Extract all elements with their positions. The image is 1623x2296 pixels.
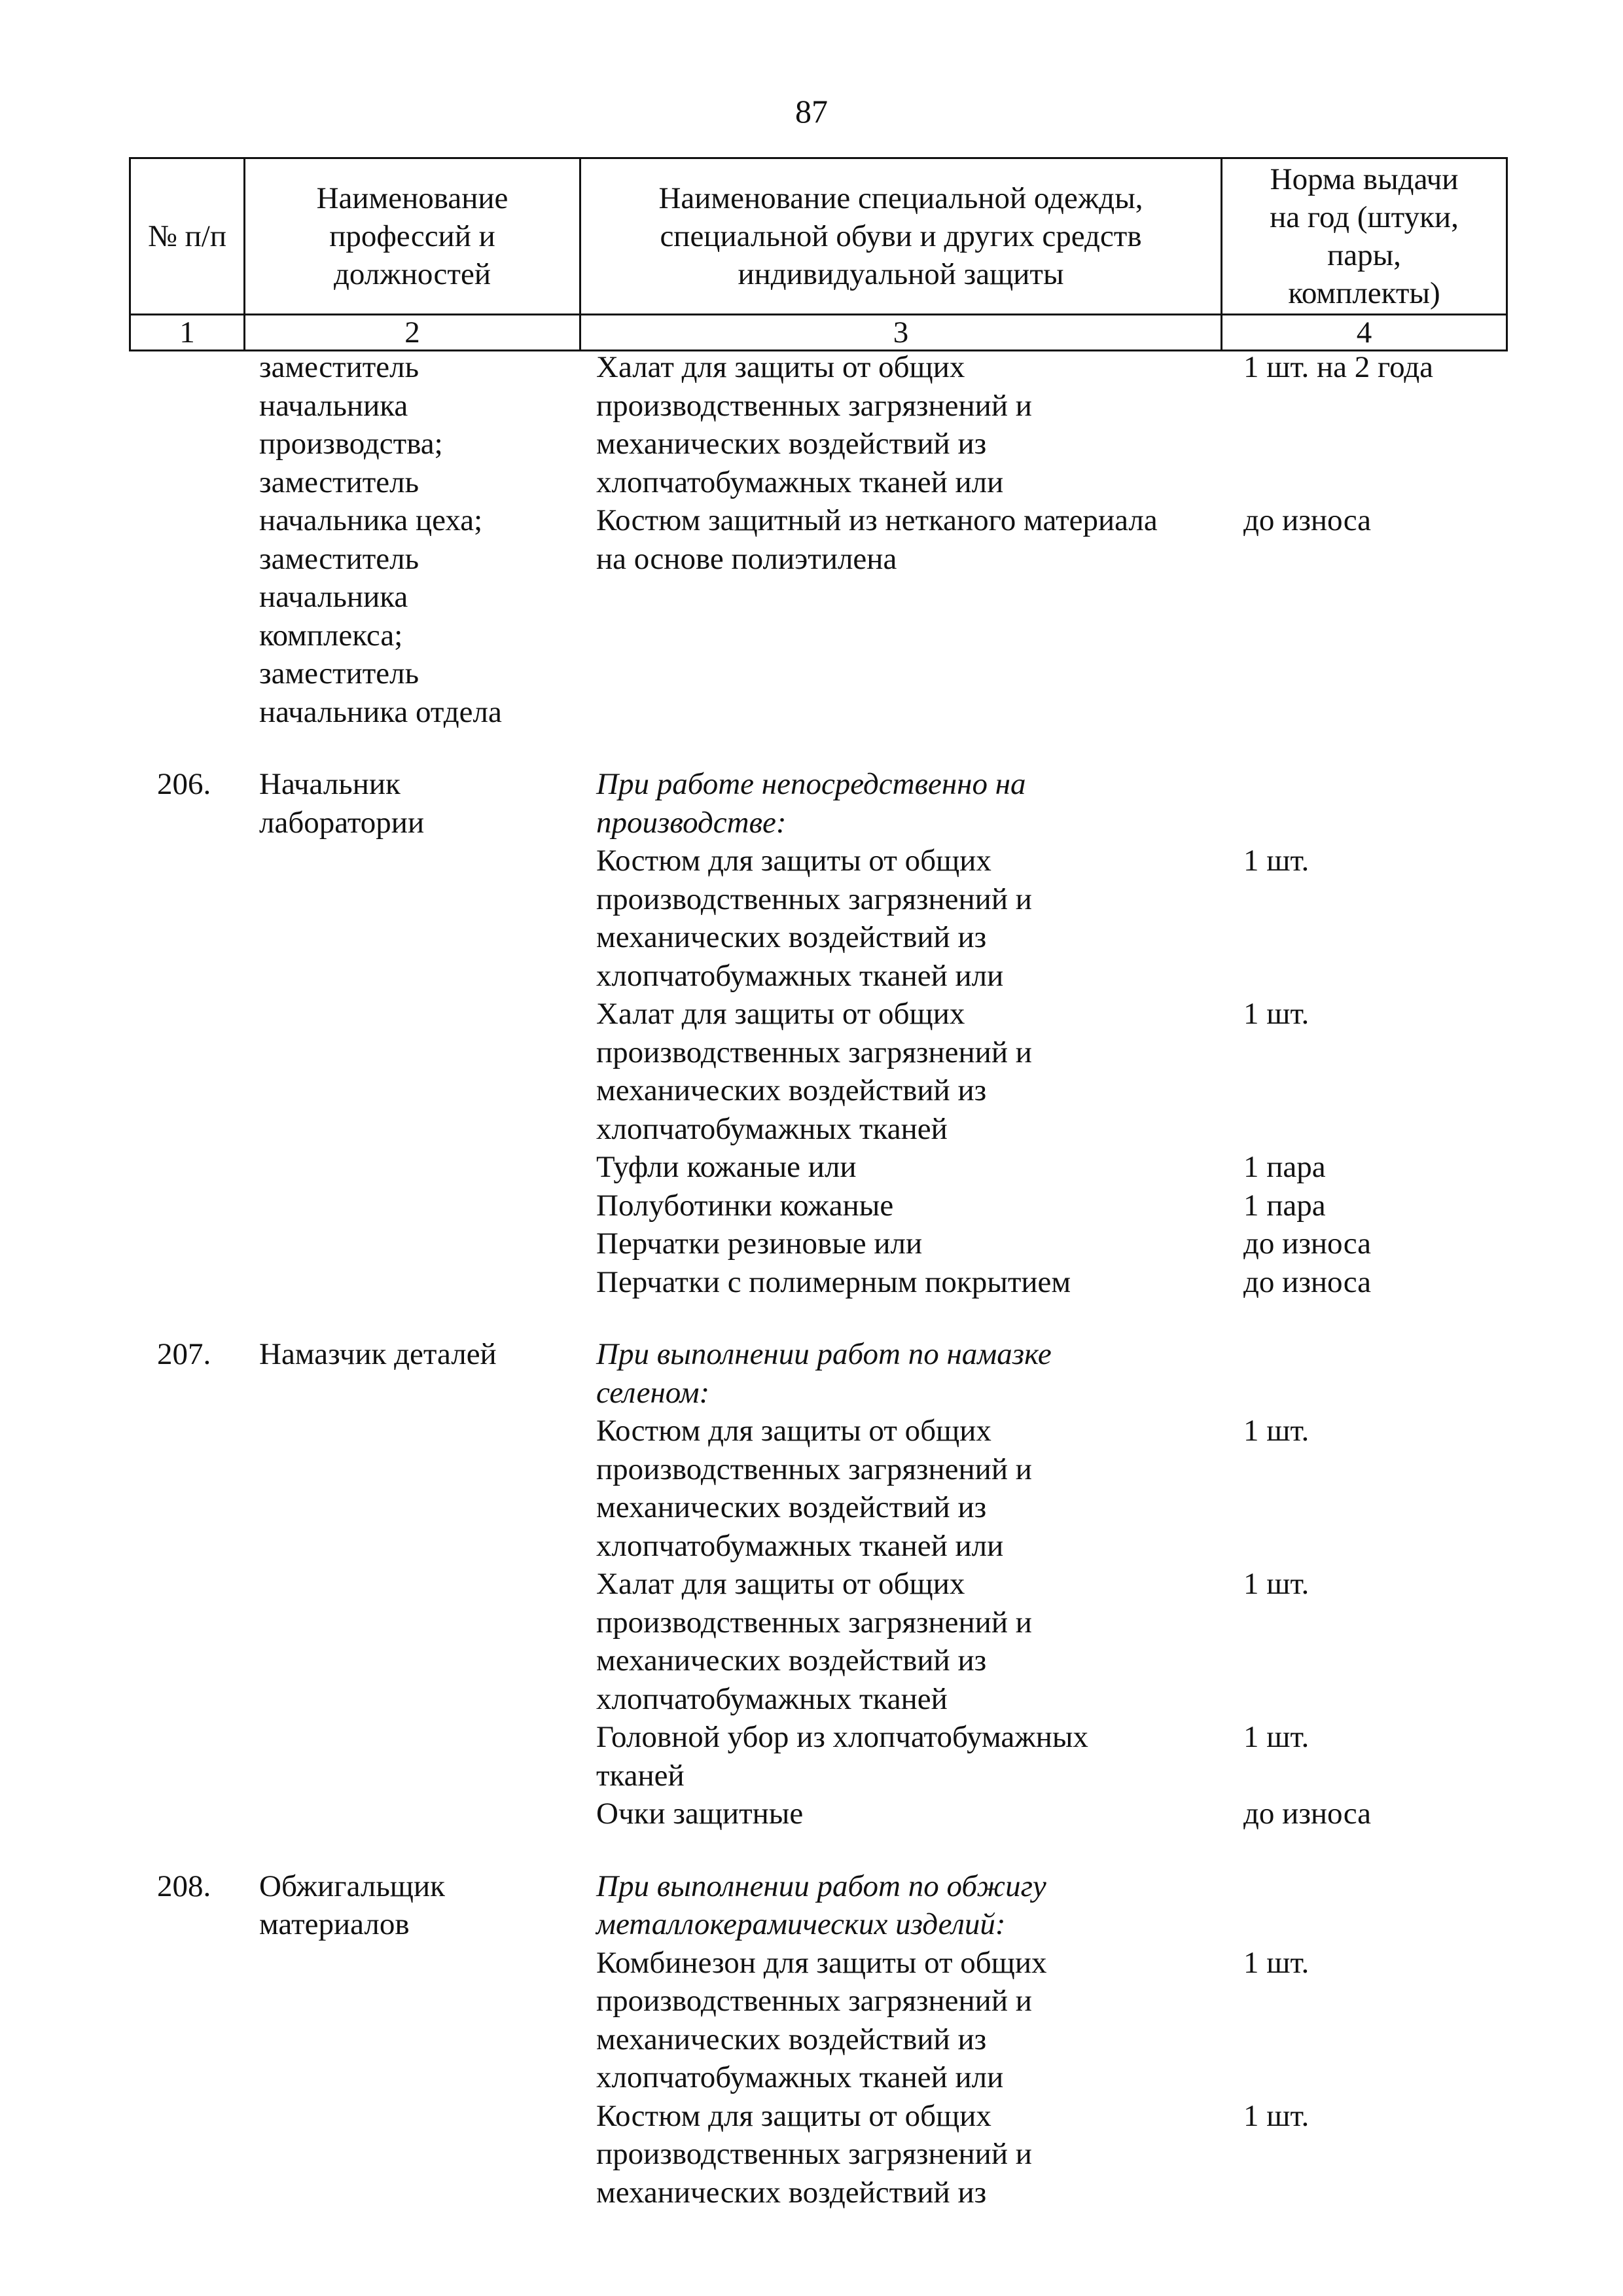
norm-list <box>1243 1867 1505 2212</box>
equipment-list <box>596 1335 1224 1833</box>
equipment-line: хлопчатобумажных тканей или <box>596 1528 1004 1563</box>
row-number <box>157 765 249 804</box>
equipment-line: механических воздействий из <box>596 1073 987 1107</box>
equipment-line: хлопчатобумажных тканей <box>596 1681 948 1716</box>
equipment-line: хлопчатобумажных тканей или <box>596 958 1004 993</box>
norm-value: до износа <box>1243 1227 1371 1261</box>
norm-spacer <box>1243 1905 1505 1944</box>
profession-line: лаборатории <box>259 805 425 840</box>
page-number: 87 <box>795 93 828 130</box>
norm-value: до износа <box>1243 503 1371 537</box>
norm-spacer <box>1243 2020 1505 2059</box>
norm-value: 1 шт. <box>1243 2098 1310 2133</box>
norm-spacer <box>1243 2174 1505 2212</box>
equipment-line: Халат для защиты от общих <box>596 350 965 384</box>
equipment-line: механических воздействий из <box>596 1643 987 1677</box>
profession-line: заместитель <box>259 656 419 691</box>
norm-spacer <box>1243 804 1505 842</box>
equipment-line: Очки защитные <box>596 1797 804 1831</box>
equipment-list <box>596 348 1224 578</box>
norm-spacer <box>1243 2135 1505 2174</box>
profession-line: Намазчик деталей <box>259 1337 497 1371</box>
norm-list <box>1243 348 1505 578</box>
norm-spacer <box>1243 1033 1505 1072</box>
header-num-1: 1 <box>130 315 245 351</box>
profession-name <box>259 1867 586 1944</box>
header-col-profession: Наименование профессий и должностей <box>245 158 580 315</box>
equipment-line: Халат для защиты от общих <box>596 1567 965 1601</box>
norm-value: до износа <box>1243 1265 1371 1299</box>
norm-spacer <box>1243 918 1505 957</box>
profession-name <box>259 348 586 731</box>
equipment-line: производственных загрязнений и <box>596 2137 1032 2171</box>
profession-line: начальника цеха; <box>259 503 483 537</box>
norm-value: до износа <box>1243 1797 1371 1831</box>
profession-name <box>259 765 586 842</box>
profession-line: производства; <box>259 427 443 461</box>
table-body <box>0 348 1623 2212</box>
equipment-list <box>596 1867 1224 2212</box>
profession-line: комплекса; <box>259 618 403 653</box>
row-number <box>157 1867 249 1906</box>
norm-spacer <box>1243 1641 1505 1680</box>
equipment-line: Туфли кожаные или <box>596 1150 857 1184</box>
norm-spacer <box>1243 1867 1505 1906</box>
equipment-line: тканей <box>596 1758 685 1793</box>
header-col-norm: Норма выдачи на год (штуки, пары, комплекты) <box>1222 158 1507 315</box>
norm-spacer <box>1243 957 1505 996</box>
norm-value: 1 пара <box>1243 1150 1326 1184</box>
equipment-line: Костюм защитный из нетканого материала <box>596 503 1158 537</box>
table-row <box>0 1867 1623 2212</box>
norm-list <box>1243 765 1505 1301</box>
table-row <box>0 1335 1623 1867</box>
equipment-line: производственных загрязнений и <box>596 1452 1032 1486</box>
norm-spacer <box>1243 1680 1505 1719</box>
condition-line: селеном: <box>596 1375 710 1410</box>
equipment-line: производственных загрязнений и <box>596 1605 1032 1640</box>
equipment-line: Перчатки резиновые или <box>596 1227 923 1261</box>
header-num-4: 4 <box>1222 315 1507 351</box>
equipment-line: производственных загрязнений и <box>596 388 1032 423</box>
condition-line: металлокерамических изделий: <box>596 1907 1006 1941</box>
equipment-line: механических воздействий из <box>596 2175 987 2210</box>
norm-value: 1 шт. на 2 года <box>1243 350 1433 384</box>
header-col-equipment: Наименование специальной одежды, специальной обуви и других средств индивидуальной защиты <box>580 158 1222 315</box>
norm-value: 1 пара <box>1243 1188 1326 1223</box>
condition-line: При выполнении работ по намазке <box>596 1337 1052 1371</box>
equipment-line: механических воздействий из <box>596 920 987 954</box>
norm-spacer <box>1243 1604 1505 1642</box>
norm-spacer <box>1243 880 1505 919</box>
equipment-line: Костюм для защиты от общих <box>596 844 991 878</box>
profession-line: Обжигальщик <box>259 1869 445 1903</box>
profession-line: начальника <box>259 580 408 614</box>
profession-line: начальника отдела <box>259 694 502 729</box>
profession-line: Начальник <box>259 767 401 801</box>
equipment-line: производственных загрязнений и <box>596 1035 1032 1069</box>
norm-spacer <box>1243 1982 1505 2020</box>
equipment-line: механических воздействий из <box>596 2022 987 2056</box>
norm-list <box>1243 1335 1505 1833</box>
equipment-line: Костюм для защиты от общих <box>596 1414 991 1448</box>
table-header <box>129 157 1508 351</box>
norm-spacer <box>1243 1488 1505 1527</box>
equipment-line: механических воздействий из <box>596 1490 987 1524</box>
equipment-line: производственных загрязнений и <box>596 1984 1032 2018</box>
row-number <box>157 1335 249 1374</box>
equipment-line: Костюм для защиты от общих <box>596 2098 991 2133</box>
profession-line: заместитель <box>259 541 419 576</box>
condition-line: производстве: <box>596 805 787 840</box>
equipment-line: механических воздействий из <box>596 427 987 461</box>
table-row <box>0 348 1623 765</box>
header-num-3: 3 <box>580 315 1222 351</box>
profession-name <box>259 1335 586 1374</box>
norm-spacer <box>1243 425 1505 463</box>
norm-value: 1 шт. <box>1243 1945 1310 1980</box>
equipment-line: Перчатки с полимерным покрытием <box>596 1265 1071 1299</box>
row-number-text: 208. <box>157 1869 211 1903</box>
norm-spacer <box>1243 1335 1505 1374</box>
condition-line: При работе непосредственно на <box>596 767 1026 801</box>
norm-value: 1 шт. <box>1243 1720 1310 1754</box>
equipment-line: Комбинезон для защиты от общих <box>596 1945 1047 1980</box>
norm-value: 1 шт. <box>1243 1414 1310 1448</box>
profession-line: заместитель <box>259 350 419 384</box>
equipment-line: Халат для защиты от общих <box>596 997 965 1031</box>
table-row <box>0 765 1623 1335</box>
norm-spacer <box>1243 463 1505 502</box>
equipment-list <box>596 765 1224 1301</box>
equipment-line: производственных загрязнений и <box>596 882 1032 916</box>
norm-spacer <box>1243 1450 1505 1489</box>
norm-spacer <box>1243 1374 1505 1412</box>
equipment-line: Головной убор из хлопчатобумажных <box>596 1720 1088 1754</box>
equipment-line: хлопчатобумажных тканей или <box>596 465 1004 499</box>
norm-spacer <box>1243 2058 1505 2097</box>
norm-spacer <box>1243 1757 1505 1795</box>
norm-spacer <box>1243 1527 1505 1566</box>
row-number-text: 206. <box>157 767 211 801</box>
header-num-2: 2 <box>245 315 580 351</box>
header-col-number: № п/п <box>130 158 245 315</box>
equipment-line: хлопчатобумажных тканей <box>596 1111 948 1146</box>
norm-spacer <box>1243 1110 1505 1149</box>
norm-value: 1 шт. <box>1243 844 1310 878</box>
profession-line: материалов <box>259 1907 410 1941</box>
equipment-line: Полуботинки кожаные <box>596 1188 894 1223</box>
norm-spacer <box>1243 765 1505 804</box>
norm-spacer <box>1243 540 1505 579</box>
norm-value: 1 шт. <box>1243 1567 1310 1601</box>
norm-spacer <box>1243 1071 1505 1110</box>
equipment-line: хлопчатобумажных тканей или <box>596 2060 1004 2094</box>
condition-line: При выполнении работ по обжигу <box>596 1869 1046 1903</box>
norm-spacer <box>1243 387 1505 425</box>
profession-line: заместитель <box>259 465 419 499</box>
row-number-text: 207. <box>157 1337 211 1371</box>
profession-line: начальника <box>259 388 408 423</box>
norm-value: 1 шт. <box>1243 997 1310 1031</box>
equipment-line: на основе полиэтилена <box>596 541 897 576</box>
